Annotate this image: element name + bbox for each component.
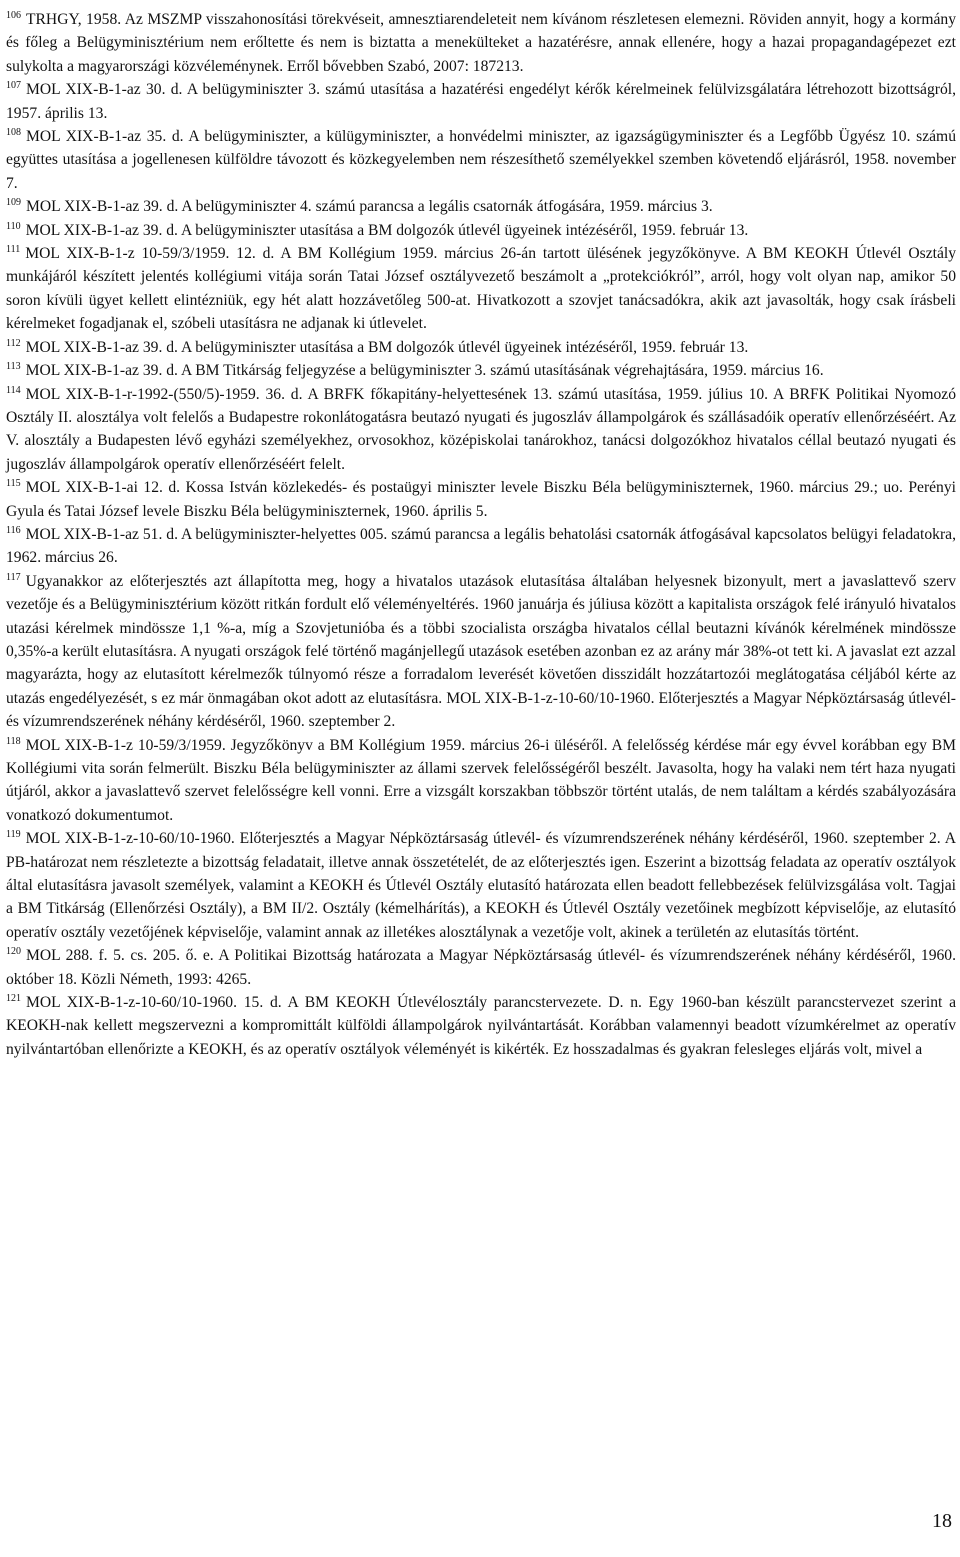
footnotes-block [6, 8, 956, 1061]
footnote-117 [6, 570, 956, 734]
footnote-number: 116 [6, 524, 21, 536]
footnote-118 [6, 734, 956, 828]
footnote-number: 119 [6, 829, 21, 841]
footnote-text: Ugyanakkor az előterjesztés azt állapította meg, hogy a hivatalos utazások elutasítása általában helyesnek bizonyult, mert a javaslattevő szerv vezetője és a Belügyminisztérium között ritkán fordult elő véleményeltérés. 1960 januárja és júliusa között a kapitalista országok felé irányuló hivatalos utazási kérelmek mindössze 1,1 %-a, míg a Szovjetunióba és a többi szocialista országba hivatalos céllal beutazni kívánók kérelmének mindössze 0,35%-a került elutasításra. A nyugati országok felé történő magánjellegű utazások esetében azonban ez az arány már 38%-ot tett ki. A javaslat ezt azzal magyarázta, hogy az elutasított kérelmezők túlnyomó része a forradalom leverését követően disszidált hozzátartozói meglátogatása céljából kérte az utazás engedélyezését, s ez már önmagában okot adott az elutasításra. MOL XIX-B-1-z-10-60/10-1960. Előterjesztés a Magyar Népköztársaság útlevél-és vízumrendszerének néhány kérdéséről, 1960. szeptember 2. [6, 572, 956, 731]
footnote-number: 113 [6, 361, 21, 373]
footnote-text: MOL XIX-B-1-az 39. d. A belügyminiszter utasítása a BM dolgozók útlevél ügyeinek intézéséről, 1959. február 13. [25, 221, 749, 239]
footnote-number: 111 [6, 244, 21, 256]
footnote-text: MOL XIX-B-1-r-1992-(550/5)-1959. 36. d. A BRFK főkapitány-helyettesének 13. számú utasítása, 1959. július 10. A BRFK Politikai Nyomozó Osztály II. alosztálya volt felelős a Budapestre rokonlátogatásra beutazó nyugati és jugoszláv állampolgárok és szállásadóik operatív ellenőrzéséért. Az V. alosztály a Budapesten lévő egyházi személyekhez, orvosokhoz, középiskolai tanárokhoz, tanácsi dolgozókhoz hivatalos céllal beutazó nyugati és jugoszláv állampolgárok operatív ellenőrzéséért felelt. [6, 385, 956, 473]
footnote-number: 106 [6, 10, 21, 21]
footnote-text: MOL XIX-B-1-az 39. d. A belügyminiszter 4. számú parancsa a legális csatornák átfogására, 1959. március 3. [26, 198, 713, 216]
footnote-text: MOL XIX-B-1-z-10-60/10-1960. Előterjesztés a Magyar Népköztársaság útlevél- és vízumrendszerének néhány kérdéséről, 1960. szeptember 2. A PB-határozat nem részletezte a bizottság feladatait, illetve annak összetételét, de az előterjesztés igen. Eszerint a bizottság feladata az operatív osztályok által elutasításra javasolt személyek, valamint a KEOKH és Útlevél Osztály elutasító határozata ellen beadott fellebbezések felülvizsgálása volt. Tagjai a BM Titkárság (Ellenőrzési Osztály), a BM II/2. Osztály (kémelhárítás), a KEOKH és Útlevél Osztály vezetőinek megbízott képviselője, az elutasító operatív osztály vezetőjének képviselője, valamint annak az illetékes alosztálynak a vezetője volt, akinek a területén az elutasítás történt. [6, 830, 956, 941]
footnote-112 [6, 336, 956, 359]
footnote-number: 107 [6, 80, 21, 92]
footnote-text: MOL XIX-B-1-az 39. d. A belügyminiszter utasítása a BM dolgozók útlevél ügyeinek intézéséről, 1959. február 13. [25, 338, 749, 356]
footnote-121 [6, 991, 956, 1061]
footnote-text: MOL XIX-B-1-ai 12. d. Kossa István közlekedés- és postaügyi miniszter levele Biszku Béla belügyminiszternek, 1960. március 29.; uo. Perényi Gyula és Tatai József levele Biszku Béla belügyminiszternek, 1960. április 5. [6, 479, 956, 520]
footnote-text: MOL XIX-B-1-az 30. d. A belügyminiszter 3. számú utasítása a hazatérési engedélyt kérők kérelmeinek felülvizsgálatára létrehozott bizottságról, 1957. április 13. [6, 81, 956, 122]
page-number: 18 [932, 1510, 952, 1532]
footnote-108 [6, 125, 956, 195]
footnote-114 [6, 383, 956, 477]
footnote-115 [6, 476, 956, 523]
footnote-119 [6, 827, 956, 944]
footnote-number: 114 [6, 384, 21, 396]
footnote-number: 121 [6, 993, 21, 1005]
footnote-116 [6, 523, 956, 570]
footnote-113 [6, 359, 956, 382]
footnote-number: 120 [6, 946, 21, 958]
footnote-text: MOL XIX-B-1-z 10-59/3/1959. 12. d. A BM Kollégium 1959. március 26-án tartott ülésének jegyzőkönyve. A BM KEOKH Útlevél Osztály munkájáról készített jelentés kollégiumi vitája során Tatai József osztályvezető beszámolt a „protekciókról”, arról, hogy volt olyan nap, amikor 50 soron kívüli ügyet kellett elintézniük, egy hét alatt hozzávetőleg 500-at. Hivatkozott a szovjet tanácsadókra, akik azt javasolták, hogy csak írásbeli kérelmeket fogadjanak el, szóbeli utasításra ne adjanak ki útlevelet. [6, 245, 956, 333]
footnote-text: MOL 288. f. 5. cs. 205. ő. e. A Politikai Bizottság határozata a Magyar Népköztársaság útlevél- és vízumrendszerének néhány kérdéséről, 1960. október 18. Közli Németh, 1993: 4265. [6, 947, 956, 988]
footnote-109 [6, 195, 956, 218]
footnote-106 [6, 8, 956, 78]
footnote-number: 108 [6, 127, 21, 139]
footnote-107 [6, 78, 956, 125]
footnote-text: MOL XIX-B-1-z-10-60/10-1960. 15. d. A BM KEOKH Útlevélosztály parancstervezete. D. n. Egy 1960-ban készült parancstervezet szerint a KEOKH-nak kellett megszervezni a kompromittált külföldi állampolgárok nyilvántartását. Korábban valamennyi beadott vízumkérelmet az operatív nyilvántartóban ellenőrizte a KEOKH, és az operatív osztályok véleményét is kikérték. Ez hosszadalmas és gyakran felesleges eljárás volt, mivel a [6, 994, 956, 1058]
footnote-number: 110 [6, 220, 21, 232]
footnote-120 [6, 944, 956, 991]
footnote-text: TRHGY, 1958. Az MSZMP visszahonosítási törekvéseit, amnesztiarendeleteit nem kívánom részletesen elemezni. Röviden annyit, hogy a kormány és főleg a Belügyminisztérium nem erőltette és nem is biztatta a menekülteket a hazatérésre, annak ellenére, hogy a hazai propagandagépezet ezt sulykolta a magyarországi közvéleménynek. Erről bővebben Szabó, 2007: 187213. [6, 11, 956, 75]
footnote-number: 118 [6, 735, 21, 747]
footnote-text: MOL XIX-B-1-az 39. d. A BM Titkárság feljegyzése a belügyminiszter 3. számú utasításának végrehajtására, 1959. március 16. [25, 362, 824, 380]
footnote-number: 109 [6, 197, 21, 209]
footnote-111 [6, 242, 956, 336]
footnote-text: MOL XIX-B-1-az 35. d. A belügyminiszter, a külügyminiszter, a honvédelmi miniszter, az igazságügyminiszter és a Legfőbb Ügyész 10. számú együttes utasítása a jogellenesen külföldre távozott és közkegyelemben nem részesíthető személyekkel szemben követendő eljárásról, 1958. november 7. [6, 128, 956, 192]
footnote-text: MOL XIX-B-1-az 51. d. A belügyminiszter-helyettes 005. számú parancsa a legális behatolási csatornák átfogásával kapcsolatos belügyi feladatokra, 1962. március 26. [6, 525, 956, 567]
footnote-110 [6, 219, 956, 242]
footnote-number: 112 [6, 337, 21, 349]
footnote-text: MOL XIX-B-1-z 10-59/3/1959. Jegyzőkönyv a BM Kollégium 1959. március 26-i üléséről. A felelősség kérdése már egy évvel korábban egy BM Kollégiumi vita során felmerült. Biszku Béla belügyminiszter az állami szervek felelősségéről beszélt. Javasolta, hogy ha valaki nem tért haza nyugati útjáról, akkor a javaslattevő szervet felelősségre kell vonni. Erre a vizsgált korszakban többször történt utalás, de nem találtam a kérdés szabályozására vonatkozó dokumentumot. [6, 736, 956, 824]
footnote-number: 117 [6, 571, 21, 583]
footnote-number: 115 [6, 478, 21, 490]
